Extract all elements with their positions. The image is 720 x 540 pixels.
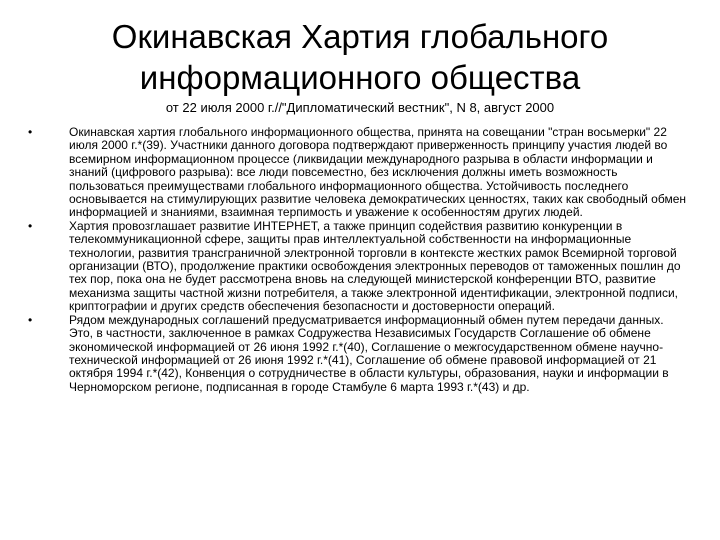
- bullet-text: Хартия провозглашает развитие ИНТЕРНЕТ, а также принцип содействия развитию конкуренции в телекоммуникационной сфере, защиты прав интеллектуальной собственности на информационные технологии, развития трансграничной электронной торговли в контексте жестких рамок Всемирной торговой организации (ВТО), продолжение практики освобождения электронных переводов от таможенных пошлин до тех пор, пока она не будет рассмотрена вновь на следующей министерской конференции ВТО, развитие механизма защиты частной жизни потребителя, а также электронной идентификации, электронной подписи, криптографии и других средств обеспечения безопасности и достоверности операций.: [69, 218, 681, 314]
- bullet-item: [28, 314, 688, 394]
- bullet-text: Окинавская хартия глобального информационного общества, принята на совещании "стран восьмерки" 22 июля 2000 г.*(39). Участники данного договора подтверждают приверженность принципу участия людей во всемирном информационном процессе (ликвидации международного разрыва в области информации и знаний (цифрового разрыва): все люди повсеместно, без исключения должны иметь возможность пользоваться преимуществами глобального информационного общества. Устойчивость последнего основывается на стимулирующих развитие человека демократических ценностях, таких как свободный обмен информацией и знаниями, взаимная терпимость и уважение к особенностям других людей.: [69, 125, 687, 220]
- slide-subtitle: от 22 июля 2000 г.//"Дипломатический вестник", N 8, август 2000: [165, 100, 555, 115]
- bullet-item: [28, 126, 688, 220]
- bullet-text: Рядом международных соглашений предусматривается информационный обмен путем передачи данных. Это, в частности, заключенное в рамках Содружества Независимых Государств Соглашение об обмене экономической информацией от 26 июня 1992 г.*(40), Соглашение о межгосударственном обмене научно-технической информацией от 26 июня 1992 г.*(41), Соглашение об обмене правовой информацией от 21 октября 1994 г.*(42), Конвенция о сотрудничестве в области культуры, образования, науки и информации в Черноморском регионе, подписанная в городе Стамбуле 6 марта 1993 г.*(43) и др.: [69, 312, 669, 394]
- bullet-list: [28, 126, 688, 394]
- bullet-dot-icon: •: [28, 312, 33, 327]
- bullet-item: [28, 220, 688, 314]
- bullet-dot-icon: •: [28, 125, 33, 139]
- bullet-dot-icon: •: [28, 218, 33, 233]
- slide-title: Окинавская Хартия глобального информационного общества: [111, 18, 609, 96]
